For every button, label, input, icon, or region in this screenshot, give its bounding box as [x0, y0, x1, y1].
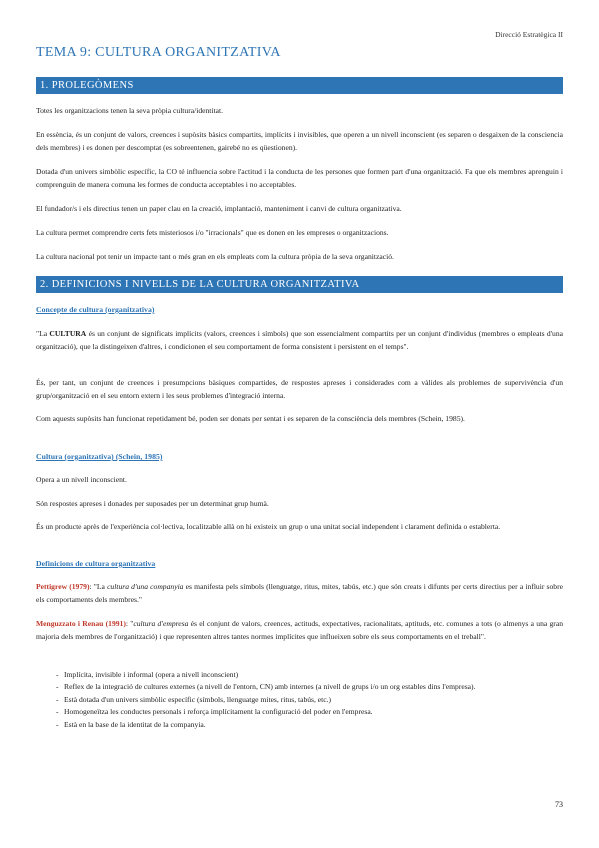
paragraph: Són respostes apreses i donades per suposades per un determinat grup humà. [36, 499, 269, 508]
paragraph: La cultura permet comprendre certs fets misteriosos i/o "irracionals" que es donen en les empreses o organitzacions. [36, 228, 389, 237]
list-item: - Reflex de la integració de cultures externes (a nivell de l'entorn, CN) amb internes (a nivell de grups i/o un org estables dins l'empresa). [56, 682, 476, 692]
section-heading-1: 1. PROLEGÒMENS [36, 77, 563, 94]
running-header: Direcció Estratègica II [495, 30, 563, 39]
subheading-definitions: Definicions de cultura organitzativa [36, 559, 156, 568]
list-item: - Està en la base de la identitat de la companyia. [56, 719, 206, 729]
list-item: - Està dotada d'un univers simbòlic específic (símbols, llenguatge mites, ritus, tabús, etc.) [56, 694, 332, 704]
author-name: Menguzzato i Renau (1991) [36, 619, 126, 628]
paragraph: En essència, és un conjunt de valors, creences i supòsits bàsics compartits, implícits i invisibles, que operen a un nivell inconscient (es separen o desgaixen de la consciencia dels membres) i es donen per descomptat (es sobreentenen, gairebé no es qüestionen). [36, 130, 563, 152]
subheading-schein: Cultura (organitzativa) (Schein, 1985) [36, 452, 163, 461]
list-item: - Homogeneïtza les conductes personals i reforça implícitament la configuració del poder en l'empresa. [56, 707, 373, 717]
term-cultura: CULTURA [49, 329, 87, 338]
definition-pettigrew: Pettigrew (1979): "La cultura d'una companyia es manifesta pels símbols (llenguatge, ritus, mites, tabús, etc.) que són creats i difunts per certs directius per a influir sobre els comportaments dels membres." [36, 582, 563, 604]
section-heading-2: 2. DEFINICIONS I NIVELLS DE LA CULTURA ORGANITZATIVA [36, 276, 563, 293]
subheading-concept: Concepte de cultura (organitzativa) [36, 305, 155, 314]
paragraph: Totes les organitzacions tenen la seva pròpia cultura/identitat. [36, 106, 223, 115]
paragraph: El fundador/s i els directius tenen un paper clau en la creació, implantació, manteniment i canvi de cultura organitzativa. [36, 204, 402, 213]
paragraph: Com aquests supòsits han funcionat repetidament bé, poden ser donats per sentat i es separen de la consciència dels membres (Schein, 1985). [36, 414, 465, 423]
page-number: 73 [555, 800, 563, 809]
paragraph: La cultura nacional pot tenir un impacte tant o més gran en els empleats com la cultura pròpia de la seva organització. [36, 252, 394, 261]
characteristics-list [36, 669, 563, 731]
paragraph: Dotada d'un univers simbòlic específic, la CO té influencia sobre l'actitud i la conducta de les persones que formen part d'una organització. Fa que els membres aprenguin i comprenguin de manera comuna les formes de conducta acceptables i no acceptables. [36, 167, 563, 189]
definition-quote: "La CULTURA és un conjunt de significats implícits (valors, creences i símbols) que son essencialment compartits per un conjunt d'individus (membres o empleats d'una organització), que la distingeixen d'altres, i condicionen el seu comportament de forma consistent i persistent en el temps". [36, 329, 563, 351]
paragraph: És, per tant, un conjunt de creences i presumpcions bàsiques compartides, de respostes apreses i considerades com a vàlides als problemes de supervivència d'un grup/organització en el seu entorn extern i les seus problemes d'integració interna. [36, 378, 563, 400]
list-item: - Implícita, invisible i informal (opera a nivell inconscient) [56, 670, 239, 679]
document-title: TEMA 9: CULTURA ORGANITZATIVA [36, 45, 281, 60]
definition-menguzzato: Menguzzato i Renau (1991): "cultura d'empresa és el conjunt de valors, creences, actituds, expectatives, racionalitats, aptituds, etc. comunes a tots (o almenys a una gran majoria dels membres de l'organització) i que representen altres tantes normes implícites que influeixen sobre els seus comportaments en el treball". [36, 619, 563, 641]
paragraph: És un producte après de l'experiència col·lectiva, localitzable allà on hi existeix un grup o una unitat social independent i clarament definida o establerta. [36, 522, 501, 531]
author-name: Pettigrew (1979) [36, 582, 90, 591]
paragraph: Opera a un nivell inconscient. [36, 475, 127, 484]
